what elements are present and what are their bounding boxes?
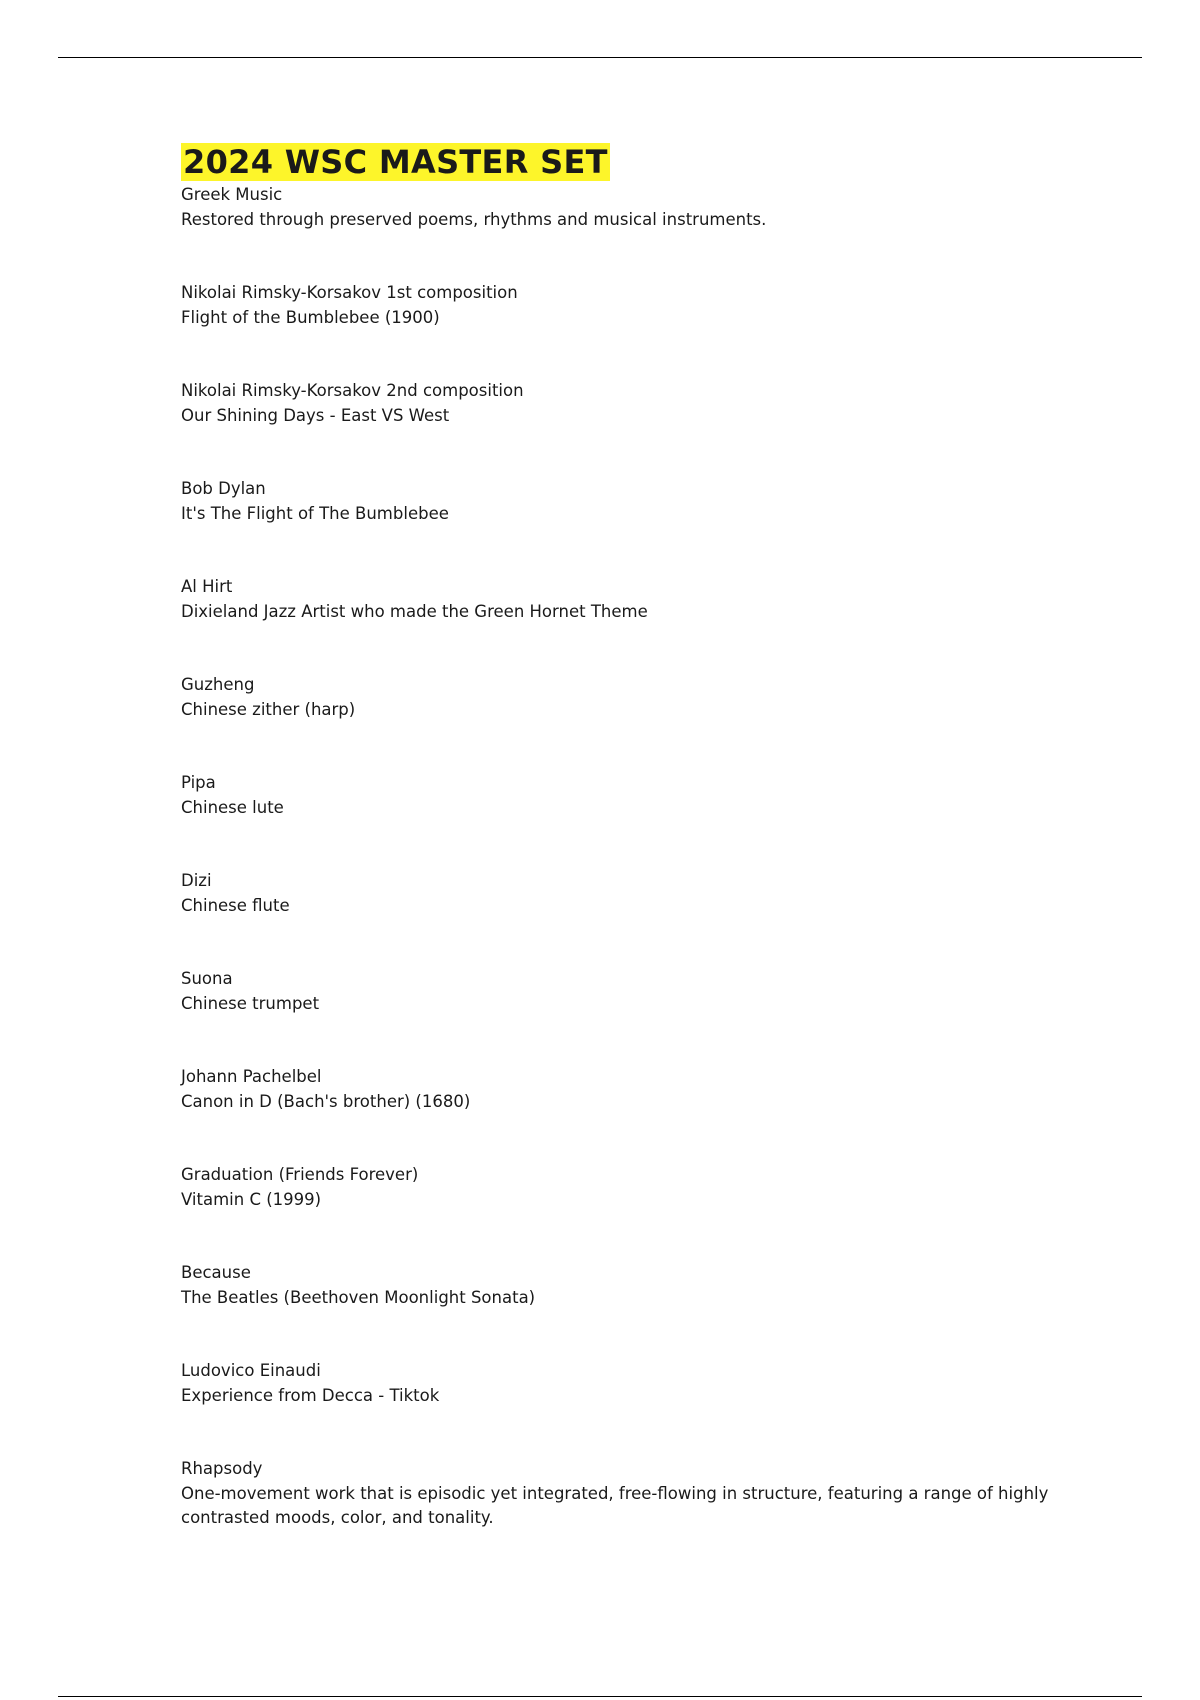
entry-definition: It's The Flight of The Bumblebee: [181, 503, 449, 523]
entry-definition: One-movement work that is episodic yet integrated, free-flowing in structure, featuring a range of highly contrasted moods, color, and tonality.: [181, 1483, 1049, 1527]
entry-definition: Chinese flute: [181, 895, 290, 915]
list-item: [181, 771, 1061, 820]
footer-rule: [58, 1696, 1142, 1697]
list-item: [181, 1163, 1061, 1212]
entry-term: Rhapsody: [181, 1459, 263, 1478]
list-item: [181, 869, 1061, 918]
list-item: [181, 379, 1061, 428]
entry-term: Bob Dylan: [181, 479, 266, 498]
list-item: [181, 673, 1061, 722]
entry-term: Because: [181, 1263, 251, 1282]
entry-definition: Restored through preserved poems, rhythms and musical instruments.: [181, 209, 767, 229]
list-item: [181, 967, 1061, 1016]
list-item: [181, 1359, 1061, 1408]
entry-term: Suona: [181, 969, 233, 988]
entry-term: Johann Pachelbel: [181, 1067, 322, 1086]
document-title: 2024 WSC MASTER SET: [183, 143, 608, 181]
entry-term: Al Hirt: [181, 577, 233, 596]
entry-term: Nikolai Rimsky-Korsakov 2nd composition: [181, 381, 524, 400]
list-item: [181, 1261, 1061, 1310]
entry-definition: The Beatles (Beethoven Moonlight Sonata): [181, 1287, 536, 1307]
entry-definition: Chinese trumpet: [181, 993, 320, 1013]
entry-term: Nikolai Rimsky-Korsakov 1st composition: [181, 283, 518, 302]
entry-term: Dizi: [181, 871, 212, 890]
list-item: [181, 183, 1061, 232]
entry-term: Pipa: [181, 773, 216, 792]
entry-definition: Our Shining Days - East VS West: [181, 405, 450, 425]
entry-term: Greek Music: [181, 185, 283, 204]
entry-definition: Dixieland Jazz Artist who made the Green Hornet Theme: [181, 601, 648, 621]
list-item: [181, 477, 1061, 526]
entry-term: Ludovico Einaudi: [181, 1361, 321, 1380]
entry-term: Graduation (Friends Forever): [181, 1165, 419, 1184]
list-item: [181, 1065, 1061, 1114]
header-rule: [58, 57, 1142, 58]
entry-definition: Chinese zither (harp): [181, 699, 356, 719]
entry-definition: Experience from Decca - Tiktok: [181, 1385, 440, 1405]
entry-definition: Vitamin C (1999): [181, 1189, 322, 1209]
entry-definition: Flight of the Bumblebee (1900): [181, 307, 440, 327]
list-item: [181, 575, 1061, 624]
entry-definition: Chinese lute: [181, 797, 284, 817]
list-item: [181, 281, 1061, 330]
entry-term: Guzheng: [181, 675, 255, 694]
document-body: [181, 143, 1061, 1580]
entry-definition: Canon in D (Bach's brother) (1680): [181, 1091, 471, 1111]
list-item: [181, 1457, 1061, 1531]
entry-list: [181, 183, 1061, 1531]
